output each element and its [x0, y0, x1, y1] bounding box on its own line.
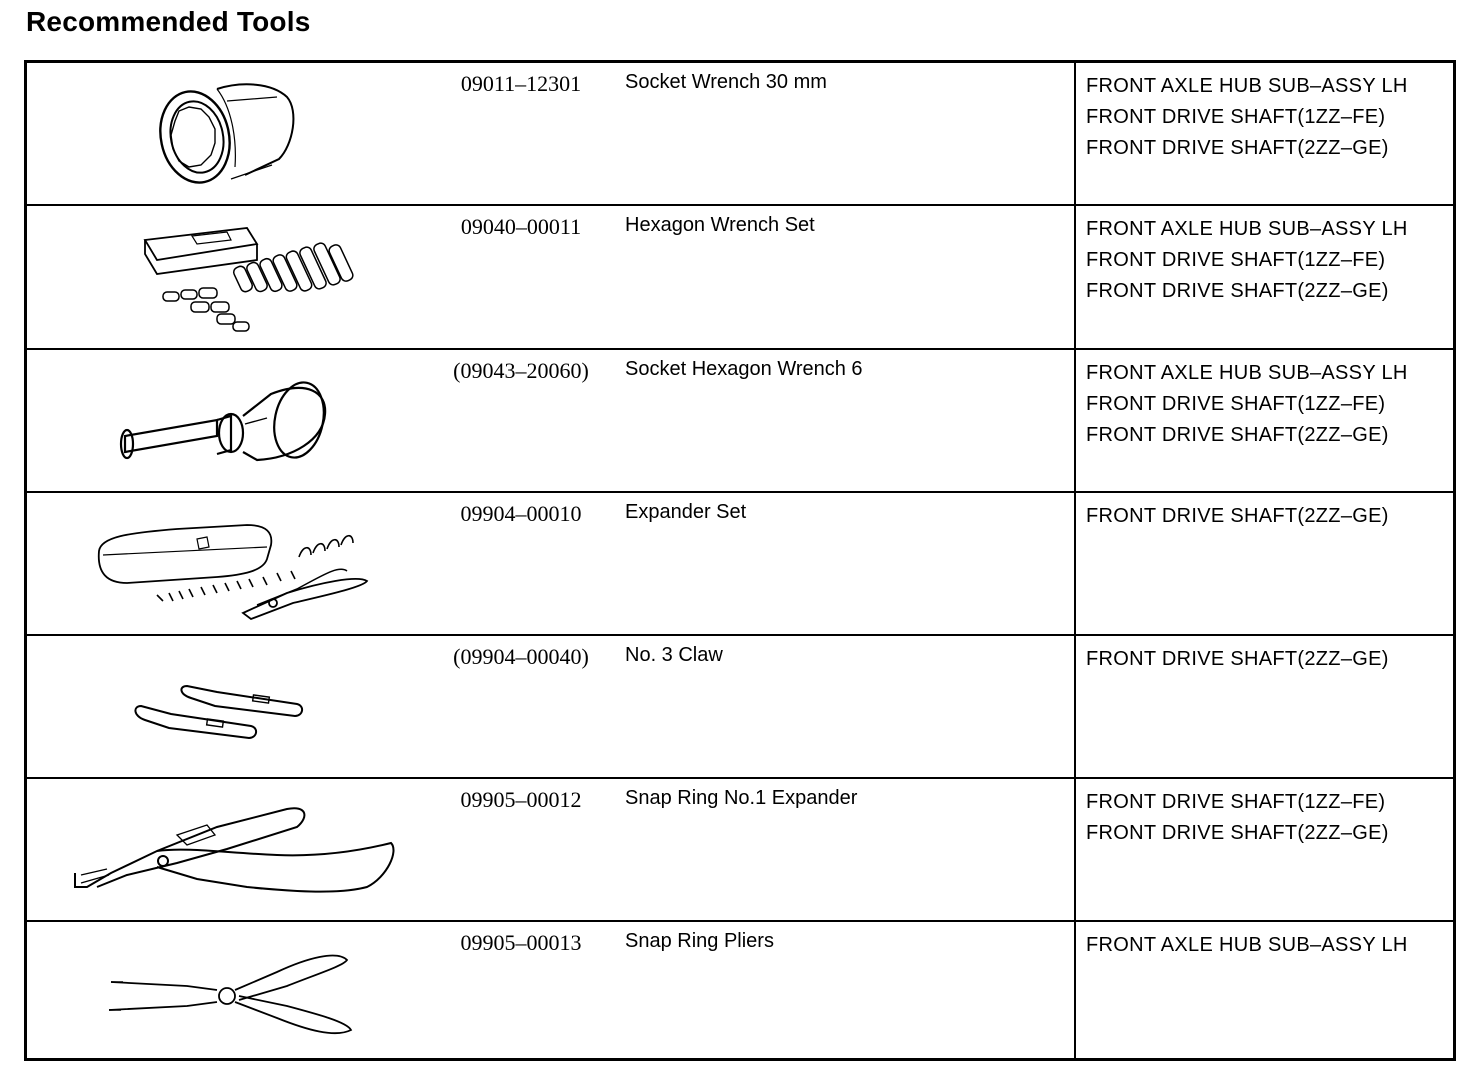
tool-name: Expander Set — [625, 501, 747, 523]
table-row — [27, 920, 1453, 1058]
tool-name: Snap Ring Pliers — [625, 930, 774, 952]
part-number: (09904–00040) — [453, 644, 589, 669]
usage-item: FRONT AXLE HUB SUB–ASSY LH — [1086, 218, 1408, 240]
usage-list — [1086, 644, 1389, 675]
usage-item: FRONT DRIVE SHAFT(1ZZ–FE) — [1086, 249, 1386, 271]
table-row — [27, 348, 1453, 491]
usage-item: FRONT DRIVE SHAFT(2ZZ–GE) — [1086, 822, 1389, 844]
usage-item: FRONT DRIVE SHAFT(2ZZ–GE) — [1086, 137, 1389, 159]
table-row — [27, 491, 1453, 634]
expander-set-icon — [67, 497, 447, 631]
snap-ring-pliers-icon — [67, 926, 447, 1060]
tools-table — [24, 60, 1456, 1061]
usage-item: FRONT AXLE HUB SUB–ASSY LH — [1086, 934, 1408, 956]
table-row — [27, 777, 1453, 920]
snap-ring-expander-icon — [67, 783, 447, 917]
usage-list — [1086, 930, 1408, 961]
claw-icon — [67, 640, 447, 774]
part-number: 09905–00013 — [460, 930, 582, 955]
table-row — [27, 634, 1453, 777]
page-title: Recommended Tools — [26, 6, 311, 37]
tool-name: Socket Wrench 30 mm — [625, 71, 827, 93]
tool-name: Socket Hexagon Wrench 6 — [625, 358, 863, 380]
column-divider — [1074, 63, 1076, 204]
part-number: 09904–00010 — [460, 501, 582, 526]
column-divider — [1074, 350, 1076, 491]
part-number: (09043–20060) — [453, 358, 589, 383]
usage-list — [1086, 787, 1389, 849]
column-divider — [1074, 206, 1076, 348]
table-row — [27, 63, 1453, 204]
hexagon-wrench-set-icon — [67, 210, 447, 344]
part-number: 09011–12301 — [460, 71, 582, 96]
column-divider — [1074, 636, 1076, 777]
usage-item: FRONT DRIVE SHAFT(2ZZ–GE) — [1086, 280, 1389, 302]
column-divider — [1074, 922, 1076, 1058]
part-number: 09905–00012 — [460, 787, 582, 812]
usage-item: FRONT DRIVE SHAFT(1ZZ–FE) — [1086, 393, 1386, 415]
usage-item: FRONT AXLE HUB SUB–ASSY LH — [1086, 362, 1408, 384]
tool-name: Snap Ring No.1 Expander — [625, 787, 858, 809]
usage-item: FRONT AXLE HUB SUB–ASSY LH — [1086, 75, 1408, 97]
tool-name: Hexagon Wrench Set — [625, 214, 815, 236]
usage-item: FRONT DRIVE SHAFT(2ZZ–GE) — [1086, 505, 1389, 527]
usage-item: FRONT DRIVE SHAFT(2ZZ–GE) — [1086, 648, 1389, 670]
usage-item: FRONT DRIVE SHAFT(2ZZ–GE) — [1086, 424, 1389, 446]
table-row — [27, 204, 1453, 348]
usage-list — [1086, 214, 1408, 307]
usage-list — [1086, 501, 1389, 532]
socket-wrench-icon — [67, 67, 447, 201]
tool-name: No. 3 Claw — [625, 644, 723, 666]
usage-item: FRONT DRIVE SHAFT(1ZZ–FE) — [1086, 791, 1386, 813]
part-number: 09040–00011 — [460, 214, 582, 239]
usage-list — [1086, 71, 1408, 164]
usage-item: FRONT DRIVE SHAFT(1ZZ–FE) — [1086, 106, 1386, 128]
usage-list — [1086, 358, 1408, 451]
socket-hexagon-wrench-icon — [67, 354, 447, 488]
column-divider — [1074, 779, 1076, 920]
column-divider — [1074, 493, 1076, 634]
